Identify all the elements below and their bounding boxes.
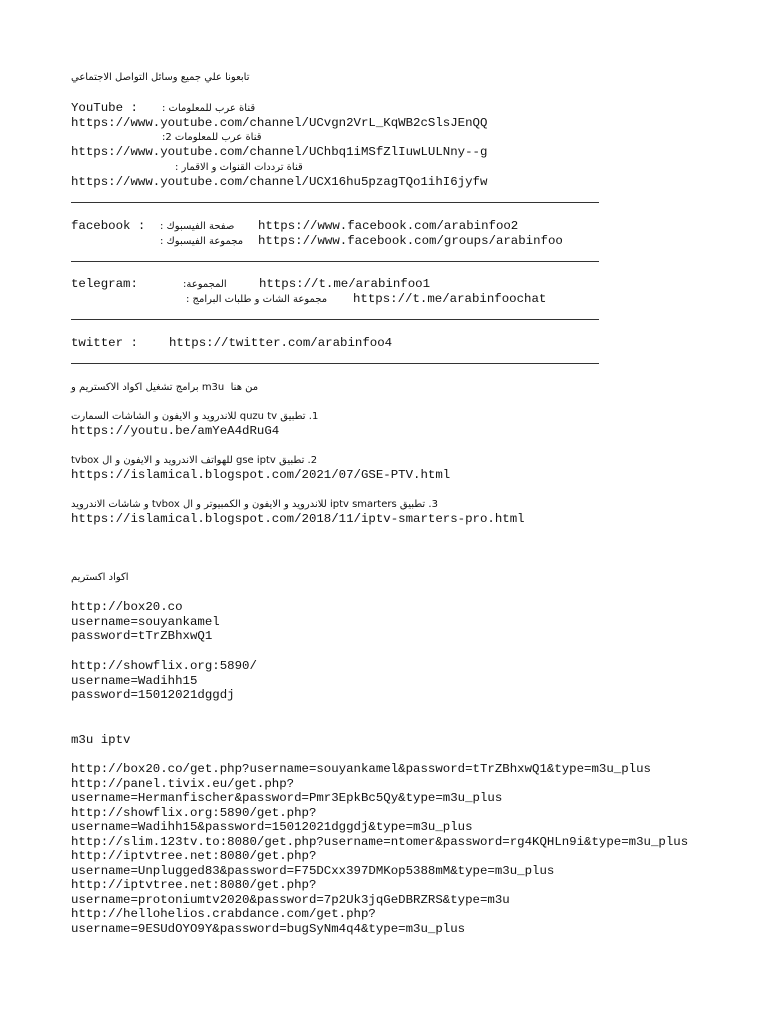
twitter-url[interactable]: https://twitter.com/arabinfoo4 <box>169 336 393 350</box>
m3u-line[interactable]: http://showflix.org:5890/get.php? <box>71 806 317 820</box>
follow-us-header: تابعونا علي جميع وسائل التواصل الاجتماعي <box>71 72 250 83</box>
youtube-channel-2-url[interactable]: https://www.youtube.com/channel/UChbq1iMSfZlIuwLULNny--g <box>71 145 488 159</box>
xtream-1-host[interactable]: http://box20.co <box>71 600 183 614</box>
divider <box>71 319 599 320</box>
youtube-label: YouTube : <box>71 101 138 115</box>
youtube-channel-1-url[interactable]: https://www.youtube.com/channel/UCvgn2VrL_KqWB2cSlsJEnQQ <box>71 116 488 130</box>
m3u-title: m3u iptv <box>71 733 131 747</box>
app-1-url[interactable]: https://youtu.be/amYeA4dRuG4 <box>71 424 280 438</box>
m3u-line[interactable]: username=9ESUdOYO9Y&password=bugSyNm4q4&type=m3u_plus <box>71 922 466 936</box>
m3u-line[interactable]: http://slim.123tv.to:8080/get.php?username=ntomer&password=rg4KQHLn9i&type=m3u_plus <box>71 835 689 849</box>
divider <box>71 363 599 364</box>
xtream-2-password: password=15012021dggdj <box>71 688 235 702</box>
youtube-channel-3-url[interactable]: https://www.youtube.com/channel/UCX16hu5pzagTQo1ihI6jyfw <box>71 175 488 189</box>
telegram-group-name: المجموعة: <box>183 279 227 290</box>
app-1-title: 1. تطبيق quzu tv للاندرويد و الايفون و الشاشات السمارت <box>71 411 319 422</box>
m3u-line[interactable]: username=Wadihh15&password=15012021dggdj&type=m3u_plus <box>71 820 473 834</box>
app-3-title: 3. تطبيق iptv smarters للاندرويد و الايفون و الكمبيوتر و ال tvbox و شاشات الاندرويد <box>71 499 438 510</box>
app-2-title: 2. تطبيق gse iptv للهواتف الاندرويد و الايفون و ال tvbox <box>71 455 318 466</box>
m3u-line[interactable]: http://hellohelios.crabdance.com/get.php? <box>71 907 376 921</box>
facebook-page-url[interactable]: https://www.facebook.com/arabinfoo2 <box>258 219 519 233</box>
telegram-chat-url[interactable]: https://t.me/arabinfoochat <box>353 292 547 306</box>
apps-intro: من هنا m3u برامج تشغيل اكواد الاكستريم و <box>71 382 259 393</box>
youtube-channel-3-name: قناة ترددات القنوات و الاقمار : <box>175 162 303 173</box>
xtream-1-password: password=tTrZBhxwQ1 <box>71 629 213 643</box>
app-2-url[interactable]: https://islamical.blogspot.com/2021/07/GSE-PTV.html <box>71 468 451 482</box>
facebook-group-url[interactable]: https://www.facebook.com/groups/arabinfoo <box>258 234 563 248</box>
facebook-page-name: صفحة الفيسبوك : <box>160 221 235 232</box>
xtream-1-username: username=souyankamel <box>71 615 220 629</box>
telegram-chat-name: مجموعة الشات و طلبات البرامج : <box>186 294 328 305</box>
xtream-title: اكواد اكستريم <box>71 572 129 583</box>
divider <box>71 202 599 203</box>
m3u-line[interactable]: username=protoniumtv2020&password=7p2Uk3jqGeDBRZRS&type=m3u <box>71 893 510 907</box>
facebook-label: facebook : <box>71 219 146 233</box>
m3u-line[interactable]: http://panel.tivix.eu/get.php? <box>71 777 295 791</box>
telegram-label: telegram: <box>71 277 138 291</box>
facebook-group-name: مجموعة الفيسبوك : <box>160 236 244 247</box>
m3u-line[interactable]: username=Unplugged83&password=F75DCxx397DMKop5388mM&type=m3u_plus <box>71 864 555 878</box>
m3u-line[interactable]: http://iptvtree.net:8080/get.php? <box>71 878 317 892</box>
youtube-channel-2-name: قناة عرب للمعلومات 2: <box>162 132 262 143</box>
youtube-channel-1-name: قناة عرب للمعلومات : <box>162 103 256 114</box>
divider <box>71 261 599 262</box>
app-3-url[interactable]: https://islamical.blogspot.com/2018/11/iptv-smarters-pro.html <box>71 512 525 526</box>
xtream-2-host[interactable]: http://showflix.org:5890/ <box>71 659 257 673</box>
telegram-group-url[interactable]: https://t.me/arabinfoo1 <box>259 277 431 291</box>
twitter-label: twitter : <box>71 336 138 350</box>
m3u-line[interactable]: http://iptvtree.net:8080/get.php? <box>71 849 317 863</box>
m3u-line[interactable]: http://box20.co/get.php?username=souyankamel&password=tTrZBhxwQ1&type=m3u_plus <box>71 762 651 776</box>
xtream-2-username: username=Wadihh15 <box>71 674 198 688</box>
m3u-line[interactable]: username=Hermanfischer&password=Pmr3EpkBc5Qy&type=m3u_plus <box>71 791 503 805</box>
